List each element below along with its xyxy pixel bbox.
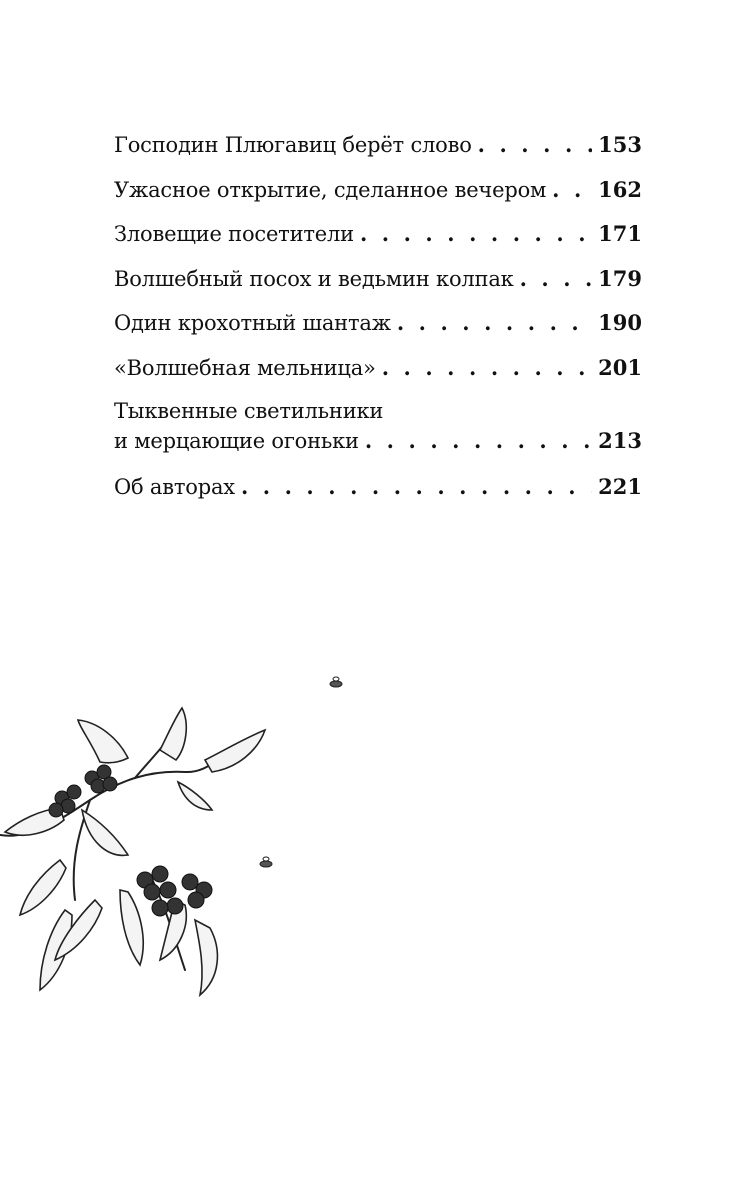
berry xyxy=(103,777,117,791)
bee-wing xyxy=(263,857,269,861)
toc-entry[interactable] xyxy=(114,397,642,456)
toc-entry[interactable] xyxy=(114,308,642,337)
toc-entry-page: 190 xyxy=(598,310,642,335)
toc-entry-page: 171 xyxy=(598,221,642,246)
toc-entry-page: 162 xyxy=(598,176,642,202)
bee xyxy=(260,861,272,867)
dot-leader xyxy=(520,264,593,293)
leaf xyxy=(160,708,186,760)
toc-entry-title-line1: Тыквенные светильники xyxy=(114,399,384,423)
berry xyxy=(182,874,198,890)
dot-leader xyxy=(241,472,592,501)
toc-entry-title-line2: и мерцающие огоньки xyxy=(114,429,359,453)
berry xyxy=(67,785,81,799)
table-of-contents xyxy=(114,130,642,516)
toc-entry-title: Зловещие посетители xyxy=(114,222,354,246)
berry xyxy=(188,892,204,908)
berry xyxy=(152,900,168,916)
leaf xyxy=(82,810,128,855)
toc-entry-title: Ужасное открытие, сделанное вечером xyxy=(114,177,547,202)
toc-entry-page: 213 xyxy=(598,428,642,453)
dot-leader xyxy=(365,426,592,455)
toc-entry[interactable] xyxy=(114,264,642,293)
berry xyxy=(152,866,168,882)
dot-leader xyxy=(397,308,592,337)
toc-entry-title: Волшебный посох и ведьмин колпак xyxy=(114,266,514,291)
leaf xyxy=(195,920,217,995)
toc-entry-page: 179 xyxy=(598,265,642,291)
toc-entry-title: «Волшебная мельница» xyxy=(114,355,376,380)
toc-entry-page: 221 xyxy=(598,473,642,499)
leaf xyxy=(78,720,128,763)
berry xyxy=(160,882,176,898)
toc-entry[interactable] xyxy=(114,175,642,204)
toc-entry[interactable] xyxy=(114,472,642,501)
bee-wing xyxy=(333,677,339,681)
toc-entry-page: 201 xyxy=(598,354,642,380)
leaf xyxy=(120,890,143,965)
berry xyxy=(144,884,160,900)
toc-entry-title: Один крохотный шантаж xyxy=(114,311,391,335)
dot-leader xyxy=(478,130,593,159)
toc-entry[interactable] xyxy=(114,353,642,382)
leaf xyxy=(178,782,212,810)
berry xyxy=(167,898,183,914)
leaf xyxy=(205,730,265,772)
leaf xyxy=(20,860,66,915)
toc-entry-title: Об авторах xyxy=(114,474,235,499)
dot-leader xyxy=(552,175,592,204)
toc-entry[interactable] xyxy=(114,130,642,159)
dot-leader xyxy=(382,353,592,382)
berry xyxy=(49,803,63,817)
toc-entry[interactable] xyxy=(114,219,642,248)
dot-leader xyxy=(360,219,592,248)
blackberry-branch-illustration xyxy=(0,660,360,1060)
toc-entry-title: Господин Плюгавиц берёт слово xyxy=(114,133,472,157)
bee xyxy=(330,681,342,687)
toc-entry-page: 153 xyxy=(598,132,642,157)
